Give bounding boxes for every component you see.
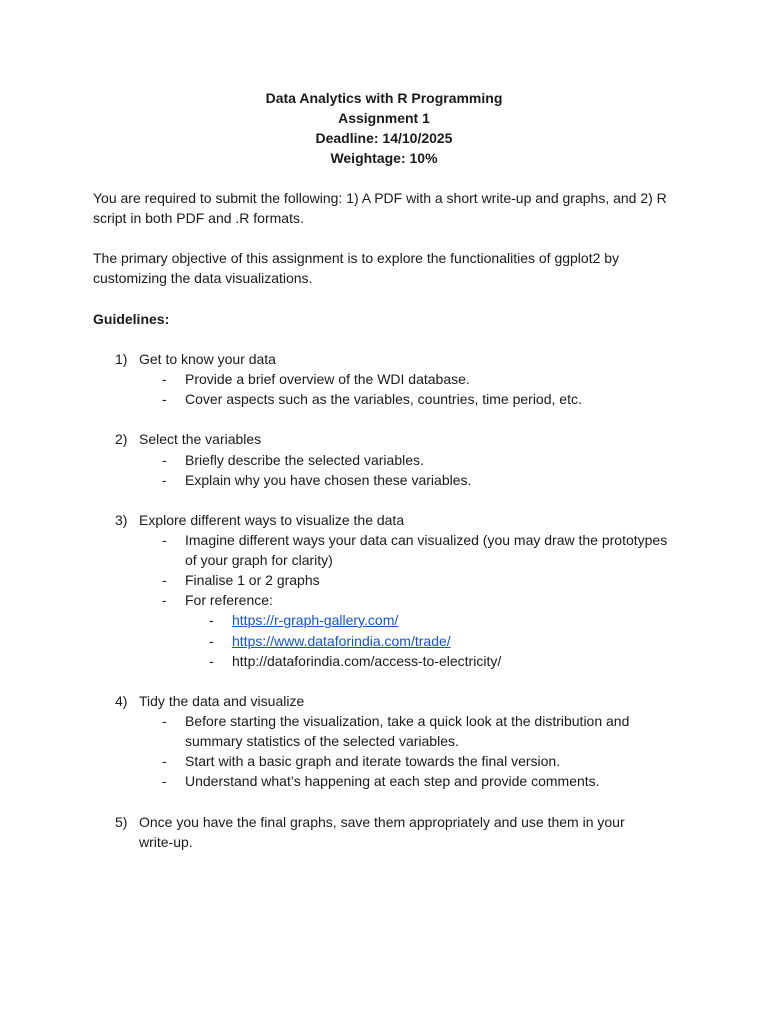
guidelines-heading: Guidelines: [93, 311, 170, 327]
section-number: 2) [115, 431, 128, 447]
document-header [0, 88, 768, 168]
section-title: Select the variables [139, 431, 262, 447]
section-title: Explore different ways to visualize the data [139, 512, 405, 528]
weightage: Weightage: 10% [330, 150, 438, 166]
section-number: 5) [115, 814, 128, 830]
bullet-dash: - [162, 452, 167, 468]
bullet-item: Cover aspects such as the variables, countries, time period, etc. [185, 391, 582, 407]
bullet-dash: - [162, 773, 167, 789]
section-title: Get to know your data [139, 351, 276, 367]
section-number: 3) [115, 512, 128, 528]
section-title: Tidy the data and visualize [139, 693, 305, 709]
bullet-dash: - [162, 572, 167, 588]
sub-bullet-dash: - [209, 653, 214, 669]
deadline: Deadline: 14/10/2025 [315, 130, 453, 146]
section-number: 1) [115, 351, 128, 367]
bullet-item: Briefly describe the selected variables. [185, 452, 424, 468]
bullet-dash: - [162, 713, 167, 729]
bullet-item: Explain why you have chosen these variables. [185, 472, 472, 488]
submission-paragraph: You are required to submit the following: 1) A PDF with a short write-up and graphs, and 2) R script in both PDF and .R formats. [93, 190, 667, 226]
course-title: Data Analytics with R Programming [265, 90, 503, 106]
sub-bullet-dash: - [209, 612, 214, 628]
reference-link-dataforindia-trade[interactable]: https://www.dataforindia.com/trade/ [232, 633, 451, 649]
bullet-item: Finalise 1 or 2 graphs [185, 572, 320, 588]
bullet-item: Before starting the visualization, take a quick look at the distribution and summary statistics of the selected variables. [185, 713, 630, 749]
reference-text-electricity: http://dataforindia.com/access-to-electricity/ [232, 653, 502, 669]
bullet-dash: - [162, 753, 167, 769]
sub-bullet-dash: - [209, 633, 214, 649]
assignment-title: Assignment 1 [338, 110, 430, 126]
bullet-item: Understand what’s happening at each step and provide comments. [185, 773, 600, 789]
section-number: 4) [115, 693, 128, 709]
objective-paragraph: The primary objective of this assignment is to explore the functionalities of ggplot2 by customizing the data visualizations. [93, 250, 620, 286]
bullet-item: Provide a brief overview of the WDI database. [185, 371, 470, 387]
bullet-dash: - [162, 371, 167, 387]
reference-link-r-graph-gallery[interactable]: https://r-graph-gallery.com/ [232, 612, 399, 628]
bullet-item: For reference: [185, 592, 273, 608]
bullet-dash: - [162, 592, 167, 608]
bullet-dash: - [162, 391, 167, 407]
bullet-dash: - [162, 472, 167, 488]
bullet-dash: - [162, 532, 167, 548]
section-title: Once you have the final graphs, save them appropriately and use them in your write-up. [139, 814, 625, 850]
bullet-item: Start with a basic graph and iterate towards the final version. [185, 753, 561, 769]
bullet-item: Imagine different ways your data can visualized (you may draw the prototypes of your graph for clarity) [185, 532, 668, 568]
